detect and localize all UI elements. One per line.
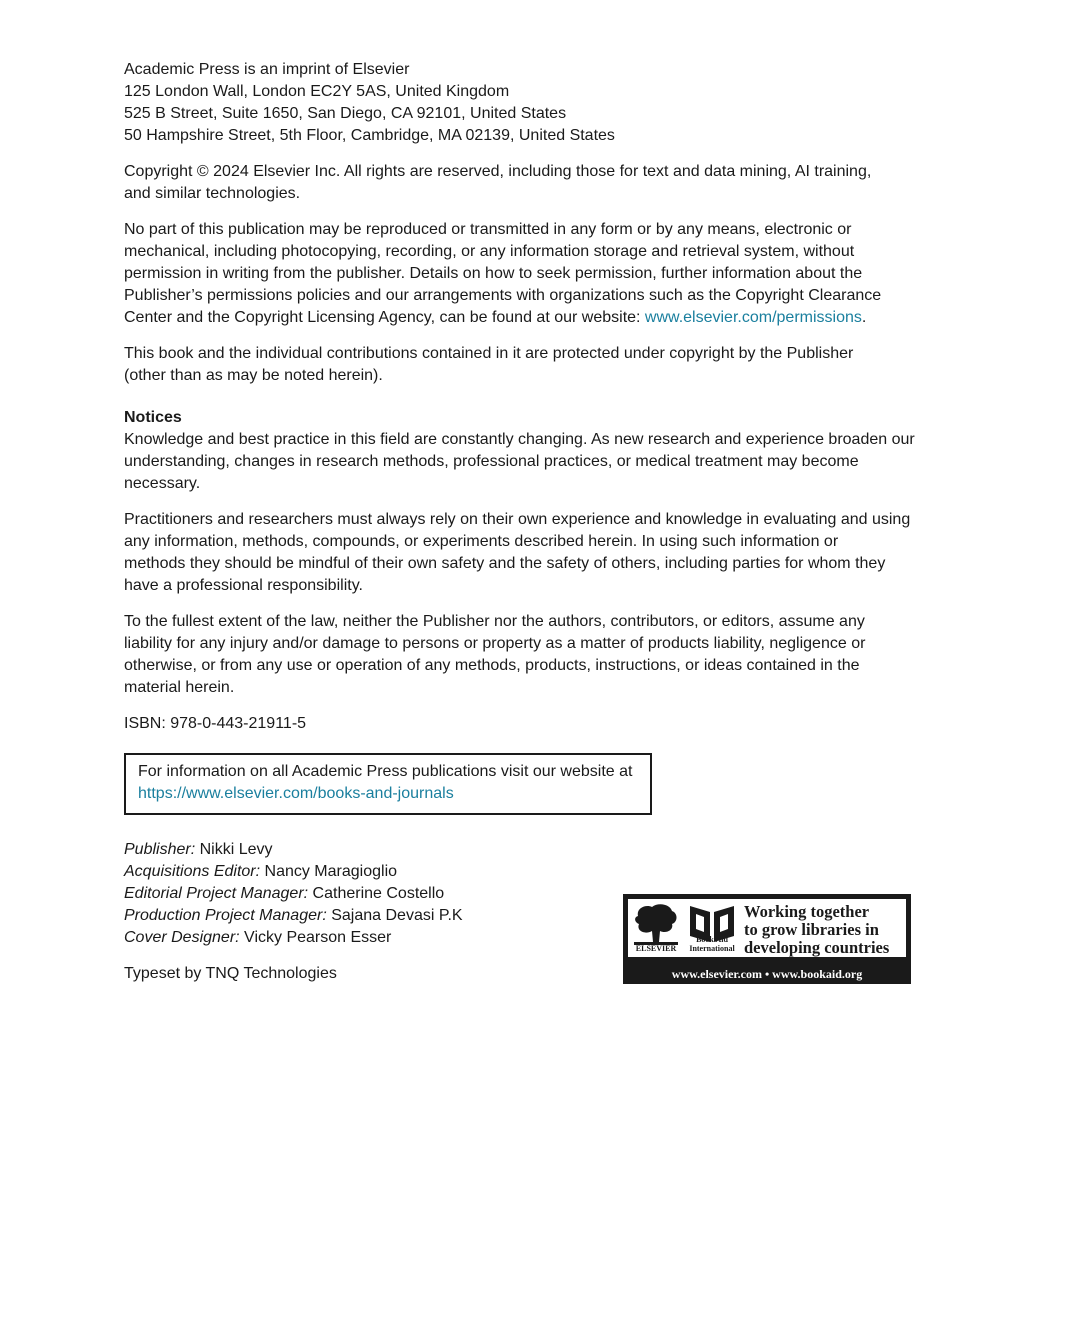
- notices-paragraph-2: [124, 509, 916, 597]
- permissions-line: mechanical, including photocopying, recording, or any information storage and retrieval system, without: [124, 243, 855, 260]
- permissions-line-text: Center and the Copyright Licensing Agency, can be found at our website:: [124, 309, 645, 326]
- book-aid-logo-panel: [628, 899, 906, 957]
- elsevier-tree-graphic: [632, 902, 680, 946]
- credit-role: Publisher:: [124, 841, 196, 858]
- copyright-line: and similar technologies.: [124, 185, 301, 202]
- elsevier-tree-icon: [632, 902, 680, 954]
- book-aid-tagline: [744, 903, 904, 957]
- notices-line: Practitioners and researchers must always rely on their own experience and knowledge in evaluating and using: [124, 511, 911, 528]
- book-aid-label: Book Aid International: [689, 935, 735, 953]
- notices-line: Knowledge and best practice in this field are constantly changing. As new research and experience broaden our: [124, 431, 915, 448]
- credit-publisher: [124, 839, 916, 861]
- tagline-line: to grow libraries in: [744, 920, 879, 939]
- permissions-line-end: .: [861, 309, 867, 326]
- copyright-line: Copyright © 2024 Elsevier Inc. All rights are reserved, including those for text and data mining, AI training,: [124, 163, 872, 180]
- notices-paragraph-1: [124, 407, 916, 495]
- credit-name: Nikki Levy: [195, 841, 273, 858]
- permissions-line: permission in writing from the publisher. Details on how to seek permission, further information about the: [124, 265, 863, 282]
- permissions-line: No part of this publication may be reproduced or transmitted in any form or by any means, electronic or: [124, 221, 852, 238]
- protection-paragraph: [124, 343, 916, 387]
- protection-line: (other than as may be noted herein).: [124, 367, 383, 384]
- credit-role: Editorial Project Manager:: [124, 885, 309, 902]
- permissions-link[interactable]: www.elsevier.com/permissions: [644, 309, 862, 326]
- elsevier-label: ELSEVIER: [635, 944, 677, 953]
- tagline-line: Working together: [744, 902, 870, 921]
- book-aid-urls: www.elsevier.com • www.bookaid.org: [671, 967, 863, 981]
- credit-name: Sajana Devasi P.K: [326, 907, 463, 924]
- isbn: ISBN: 978-0-443-21911-5: [124, 715, 307, 732]
- notices-line: necessary.: [124, 475, 201, 492]
- address-line: Academic Press is an imprint of Elsevier: [124, 61, 410, 78]
- notices-line: have a professional responsibility.: [124, 577, 363, 594]
- book-aid-icon: [686, 902, 738, 954]
- address-line: 525 B Street, Suite 1650, San Diego, CA 92101, United States: [124, 105, 567, 122]
- tagline-line: developing countries: [744, 938, 890, 957]
- address-line: 50 Hampshire Street, 5th Floor, Cambridge, MA 02139, United States: [124, 127, 615, 144]
- notices-line: understanding, changes in research methods, professional practices, or medical treatment may become: [124, 453, 859, 470]
- notices-line: To the fullest extent of the law, neither the Publisher nor the authors, contributors, or editors, assume any: [124, 613, 865, 630]
- permissions-paragraph: [124, 219, 916, 329]
- credit-name: Vicky Pearson Esser: [239, 929, 392, 946]
- notices-line: methods they should be mindful of their own safety and the safety of others, including parties for whom they: [124, 555, 886, 572]
- notices-paragraph-3: [124, 611, 916, 699]
- copyright-statement: [124, 161, 916, 205]
- address-line: 125 London Wall, London EC2Y 5AS, United Kingdom: [124, 83, 510, 100]
- credit-role: Cover Designer:: [124, 929, 240, 946]
- notices-line: any information, methods, compounds, or experiments described herein. In using such information or: [124, 533, 839, 550]
- credit-role: Production Project Manager:: [124, 907, 327, 924]
- credit-name: Catherine Costello: [308, 885, 445, 902]
- book-aid-logo: [623, 894, 911, 984]
- credit-name: Nancy Maragioglio: [260, 863, 398, 880]
- books-journals-link[interactable]: https://www.elsevier.com/books-and-journals: [138, 785, 454, 802]
- copyright-page: [124, 59, 916, 985]
- typeset-credit: Typeset by TNQ Technologies: [124, 965, 337, 982]
- notices-line: material herein.: [124, 679, 235, 696]
- info-box: [124, 753, 652, 815]
- permissions-line: Publisher’s permissions policies and our arrangements with organizations such as the Copyright Clearance: [124, 287, 882, 304]
- credit-role: Acquisitions Editor:: [124, 863, 261, 880]
- publisher-address: [124, 59, 916, 147]
- notices-line: liability for any injury and/or damage to persons or property as a matter of products liability, negligence or: [124, 635, 866, 652]
- notices-line: otherwise, or from any use or operation of any methods, products, instructions, or ideas contained in the: [124, 657, 860, 674]
- protection-line: This book and the individual contributions contained in it are protected under copyright by the Publisher: [124, 345, 854, 362]
- credit-acquisitions-editor: [124, 861, 916, 883]
- info-box-text: For information on all Academic Press publications visit our website at: [138, 763, 633, 780]
- permissions-line: [124, 307, 916, 329]
- notices-section: [124, 407, 916, 699]
- notices-heading: Notices: [124, 409, 182, 426]
